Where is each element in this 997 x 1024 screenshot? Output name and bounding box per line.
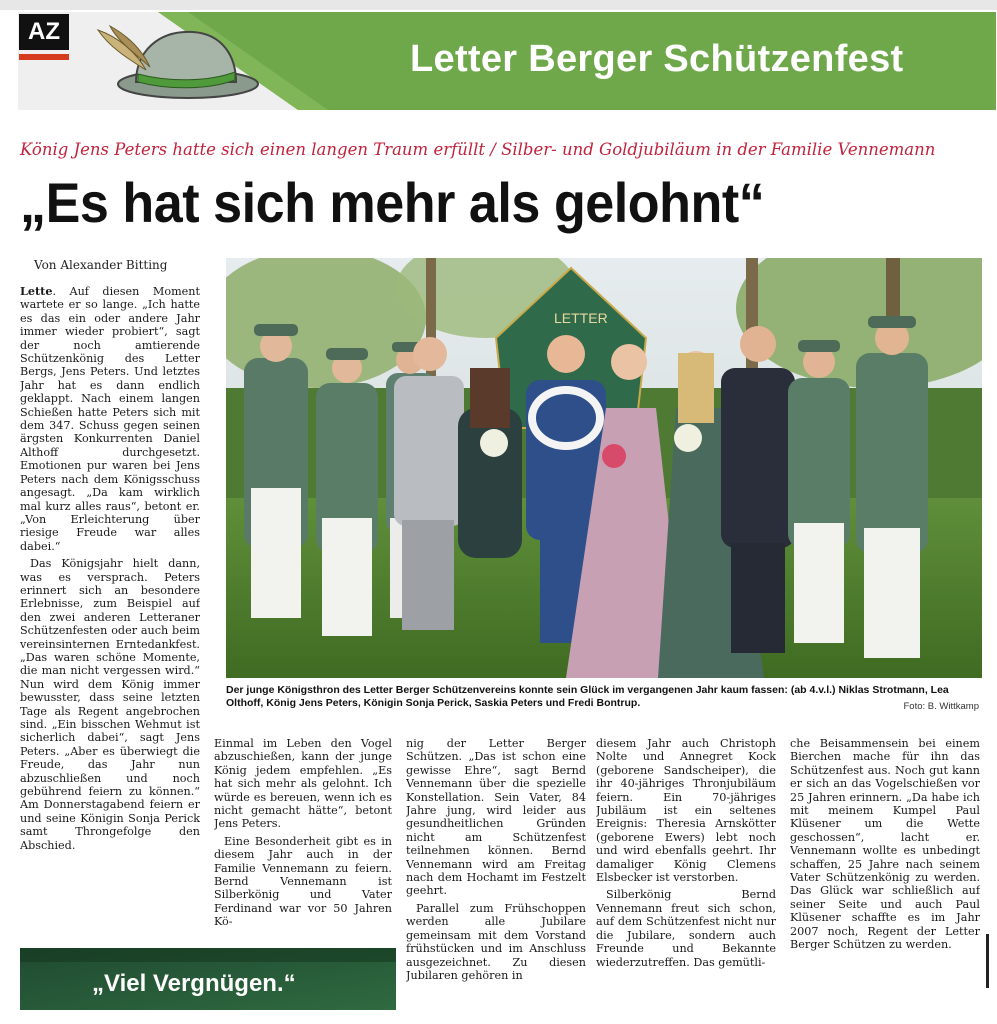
dateline: Lette [20,285,53,298]
article-byline: Von Alexander Bitting [34,258,168,272]
paragraph: che Beisammensein bei einem Bierchen mache für ihn das Schützenfest aus. Noch gut kann er sich an das Vogelschießen vor 25 Jahren erinnern. „Da habe ich mit meinem Kumpel Paul Klüsener um die Wette geschossen“, lacht er. Vennemann wollte es unbedingt schaffen, 25 Jahre nach seinem Vater Schützenkönig zu werden. Das Glück war schließlich auf seiner Seite und auch Paul Klüsener schaffte es im Jahr 2007 noch, Regent der Letter Berger Schützen zu werden. [790,737,980,952]
paragraph: Das Königsjahr hielt dann, was es versprach. Peters erinnert sich an besondere Erlebnisse, zum Beispiel auf den zwei anderen Letteraner Schützenfesten oder auch beim vereinsinternen Erntedankfest. „Das waren schöne Momente, die man nicht vergessen wird.“ Nun wird dem König immer bewusster, dass seine letzten Tage als Regent angebrochen sind. „Ein bisschen Wehmut ist sicherlich dabei“, sagt Jens Peters. „Aber es überwiegt die Freude, das Jahr nun abzuschließen und noch gebührend feiern zu können.“ Am Donnerstagabend feiern er und seine Königin Sonja Perick samt Throngefolge den Abschied. [20,557,200,852]
ad-slogan[interactable]: „Viel Vergnügen.“ [92,970,296,997]
photo-caption: Der junge Königsthron des Letter Berger Schützenvereins konnte sein Glück im vergangenen Jahr kaum fassen: (ab 4.v.l.) Niklas Strotmann, Lea Olthoff, König Jens Peters, Königin Sonja Perick, Saskia Peters und Fredi Bontrup. [226,684,949,709]
paragraph: Silberkönig Bernd Vennemann freut sich schon, auf dem Schützenfest nicht nur die Jubilare, sondern auch Freunde und Bekannte wiederzutreffen. Das gemütli- [596,888,776,969]
article-headline: „Es hat sich mehr als gelohnt“ [20,171,765,234]
article-column-4 [596,737,776,997]
article-column-1 [20,285,200,942]
top-rule [0,0,997,10]
paragraph: Parallel zum Frühschoppen werden alle Jubilare gemeinsam mit dem Vorstand frühstücken und im Anschluss ausgezeichnet. Zu diesen Jubilaren gehören in [406,901,586,982]
paragraph: Eine Besonderheit gibt es in diesem Jahr auch in der Familie Vennemann zu feiern. Bernd Vennemann ist Silberkönig und Vater Ferdinand war vor 50 Jahren Kö- [214,834,392,929]
section-title: Letter Berger Schützenfest [410,38,904,80]
banner-text: LETTER [554,310,608,326]
article-column-3 [406,737,586,997]
paragraph: Einmal im Leben den Vogel abzuschießen, kann der junge König jedem empfehlen. „Es hat sich mehr als gelohnt. Ich würde es bereuen, wenn ich es nicht gemacht hätte“, betont Jens Peters. [214,737,392,831]
article-column-2 [214,737,392,947]
article-photo [226,258,982,678]
article-kicker: König Jens Peters hatte sich einen langen Traum erfüllt / Silber- und Goldjubiläum in der Familie Vennemann [20,140,936,159]
paragraph: diesem Jahr auch Christoph Nolte und Annegret Kock (geborene Sandscheiper), die ihr 40-jähriges Thronjubiläum feiern. Ein 70-jähriges Jubiläum ist ein seltenes Ereignis: Theresia Arnskötter (geborene Ewers) lebt noch und wird ebenfalls geehrt. Ihr damaliger König Clemens Elsbecker ist verstorben. [596,737,776,885]
paragraph: . Auf diesen Moment wartete er so lange. „Ich hatte es das ein oder andere Jahr immer wieder probiert“, sagt der noch amtierende Schützenkönig des Letter Bergs, Jens Peters. Und letztes Jahr hat es dann endlich geklappt. Nach einem langen Schießen hatte Peters sich mit dem 347. Schuss gegen seinen ärgsten Konkurrenten Daniel Althoff durchgesetzt. Emotionen pur waren bei Jens Peters nach dem Königsschuss angesagt. „Da kam wirklich mal kurz alles raus“, betont er. „Von Erleichterung über riesige Freude war alles dabei.“ [20,285,200,553]
article-column-5 [790,737,980,997]
edge-mark [986,934,989,988]
logo-accent-bar [19,54,69,60]
paragraph: nig der Letter Berger Schützen. „Das ist schon eine gewisse Ehre“, sagt Bernd Vennemann über die spezielle Konstellation. Sein Vater, 84 Jahre jung, wird leider aus gesundheitlichen Gründen nicht am Schützenfest teilnehmen können. Bernd Vennemann wird am Freitag nach dem Hochamt im Festzelt geehrt. [406,737,586,898]
az-logo[interactable]: AZ [19,14,69,50]
photo-credit: Foto: B. Wittkamp [903,701,979,712]
